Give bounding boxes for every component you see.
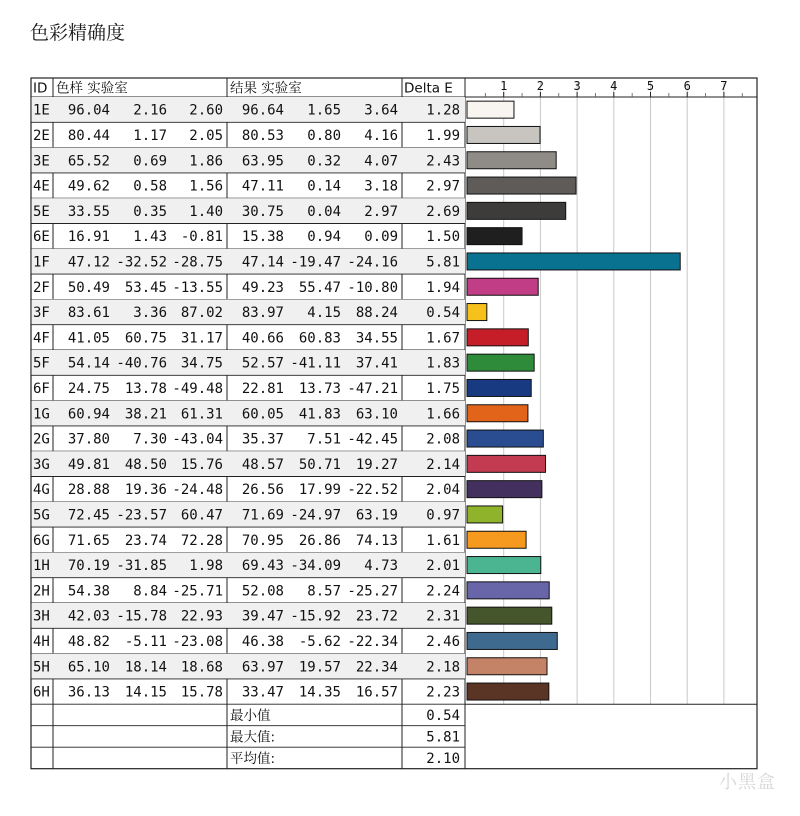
- measured-lab-value: 70.95: [241, 532, 284, 549]
- delta-e-bar: [467, 228, 522, 245]
- measured-lab-value: 74.13: [355, 532, 398, 549]
- reference-lab-value: 1.86: [189, 153, 223, 170]
- measured-lab-value: 0.80: [307, 127, 341, 144]
- row-id: 4E: [33, 178, 50, 195]
- row-id: 3F: [33, 305, 50, 322]
- delta-e-bar: [467, 582, 549, 599]
- delta-e-bar: [467, 152, 556, 169]
- row-id: 5H: [33, 659, 50, 676]
- reference-lab-value: 15.76: [180, 456, 223, 473]
- measured-lab-value: 37.41: [355, 355, 398, 372]
- delta-e-value: 2.46: [426, 633, 460, 650]
- delta-e-value: 0.54: [426, 305, 460, 322]
- summary-value: 2.10: [426, 750, 460, 767]
- measured-lab-value: -22.34: [347, 633, 398, 650]
- row-id: 5E: [33, 203, 50, 220]
- delta-e-bar: [467, 481, 542, 498]
- reference-lab-value: -49.48: [172, 380, 223, 397]
- delta-e-value: 2.97: [426, 178, 460, 195]
- reference-lab-value: 34.75: [180, 355, 223, 372]
- reference-lab-value: -5.11: [124, 633, 167, 650]
- delta-e-value: 0.97: [426, 507, 460, 524]
- row-id: 2F: [33, 279, 50, 296]
- delta-e-bar: [467, 253, 680, 270]
- reference-lab-value: -23.57: [116, 507, 167, 524]
- page-title: 色彩精确度: [30, 22, 126, 44]
- measured-lab-value: 15.38: [241, 229, 284, 246]
- reference-lab-value: 0.35: [133, 203, 167, 220]
- delta-e-value: 1.61: [426, 532, 460, 549]
- row-id: 2E: [33, 127, 50, 144]
- reference-lab-value: 60.94: [67, 406, 110, 423]
- summary-value: 5.81: [426, 729, 460, 746]
- watermark-text: 小黑盒: [719, 772, 776, 793]
- reference-lab-value: 18.14: [124, 659, 167, 676]
- reference-lab-value: 48.82: [67, 633, 110, 650]
- reference-lab-value: 28.88: [67, 482, 110, 499]
- reference-lab-value: 19.36: [124, 482, 167, 499]
- measured-lab-value: 60.83: [298, 330, 341, 347]
- delta-e-value: 5.81: [426, 254, 460, 271]
- measured-lab-value: 23.72: [355, 608, 398, 625]
- measured-lab-value: 69.43: [241, 558, 284, 575]
- delta-e-bar: [467, 126, 540, 143]
- delta-e-bar: [467, 101, 514, 118]
- delta-e-bar: [467, 531, 526, 548]
- measured-lab-value: 48.57: [241, 456, 284, 473]
- measured-lab-value: -42.45: [347, 431, 398, 448]
- reference-lab-value: 54.14: [67, 355, 110, 372]
- x-tick-label: 2: [536, 79, 545, 93]
- measured-lab-value: 3.64: [364, 102, 398, 119]
- reference-lab-value: 83.61: [67, 305, 110, 322]
- measured-lab-value: 83.97: [241, 305, 284, 322]
- row-id: 4F: [33, 330, 50, 347]
- reference-lab-value: 24.75: [67, 380, 110, 397]
- measured-lab-value: 41.83: [298, 406, 341, 423]
- measured-lab-value: 63.10: [355, 406, 398, 423]
- measured-lab-value: 0.14: [307, 178, 341, 195]
- x-tick-label: 5: [646, 79, 655, 93]
- delta-e-bar: [467, 632, 557, 649]
- delta-e-value: 2.24: [426, 583, 460, 600]
- header-delta-e: Delta E: [404, 80, 453, 97]
- measured-lab-value: 47.14: [241, 254, 284, 271]
- summary-label: 最小值: [230, 707, 271, 724]
- row-id: 2G: [33, 431, 50, 448]
- measured-lab-value: 88.24: [355, 305, 398, 322]
- measured-lab-value: -22.52: [347, 482, 398, 499]
- delta-e-value: 2.69: [426, 203, 460, 220]
- delta-e-value: 1.50: [426, 229, 460, 246]
- measured-lab-value: 8.57: [307, 583, 341, 600]
- measured-lab-value: 46.38: [241, 633, 284, 650]
- row-id: 3E: [33, 153, 50, 170]
- reference-lab-value: 15.78: [180, 684, 223, 701]
- row-id: 4H: [33, 633, 50, 650]
- measured-lab-value: 19.57: [298, 659, 341, 676]
- delta-e-bar: [467, 557, 541, 574]
- row-id: 1G: [33, 406, 50, 423]
- row-id: 1E: [33, 102, 50, 119]
- delta-e-value: 2.08: [426, 431, 460, 448]
- delta-e-bar: [467, 683, 549, 700]
- delta-e-value: 2.04: [426, 482, 460, 499]
- measured-lab-value: 0.32: [307, 153, 341, 170]
- delta-e-bar: [467, 658, 547, 675]
- reference-lab-value: 31.17: [180, 330, 223, 347]
- reference-lab-value: 38.21: [124, 406, 167, 423]
- reference-lab-value: 50.49: [67, 279, 110, 296]
- delta-e-value: 1.94: [426, 279, 460, 296]
- measured-lab-value: 14.35: [298, 684, 341, 701]
- delta-e-bar: [467, 354, 534, 371]
- delta-e-bar: [467, 607, 552, 624]
- row-id: 3H: [33, 608, 50, 625]
- reference-lab-value: 71.65: [67, 532, 110, 549]
- reference-lab-value: 80.44: [67, 127, 110, 144]
- measured-lab-value: 4.07: [364, 153, 398, 170]
- measured-lab-value: -19.47: [290, 254, 341, 271]
- measured-lab-value: 26.56: [241, 482, 284, 499]
- delta-e-bar: [467, 430, 543, 447]
- delta-e-value: 2.31: [426, 608, 460, 625]
- delta-e-bar: [467, 379, 531, 396]
- measured-lab-value: 49.23: [241, 279, 284, 296]
- reference-lab-value: 41.05: [67, 330, 110, 347]
- reference-lab-value: 70.19: [67, 558, 110, 575]
- measured-lab-value: 4.73: [364, 558, 398, 575]
- measured-lab-value: 0.09: [364, 229, 398, 246]
- reference-lab-value: 13.78: [124, 380, 167, 397]
- reference-lab-value: -25.71: [172, 583, 223, 600]
- row-id: 4G: [33, 482, 50, 499]
- reference-lab-value: 96.04: [67, 102, 110, 119]
- row-id: 5G: [33, 507, 50, 524]
- measured-lab-value: -24.16: [347, 254, 398, 271]
- delta-e-bar: [467, 506, 503, 523]
- reference-lab-value: -24.48: [172, 482, 223, 499]
- reference-lab-value: 2.60: [189, 102, 223, 119]
- delta-e-bar-chart: [467, 79, 742, 700]
- reference-lab-value: 1.43: [133, 229, 167, 246]
- reference-lab-value: -31.85: [116, 558, 167, 575]
- measured-lab-value: 0.94: [307, 229, 341, 246]
- reference-lab-value: 23.74: [124, 532, 167, 549]
- measured-lab-value: 22.81: [241, 380, 284, 397]
- measured-lab-value: 17.99: [298, 482, 341, 499]
- row-id: 6G: [33, 532, 50, 549]
- measured-lab-value: 96.64: [241, 102, 284, 119]
- reference-lab-value: 49.62: [67, 178, 110, 195]
- measured-lab-value: -47.21: [347, 380, 398, 397]
- reference-lab-value: 16.91: [67, 229, 110, 246]
- reference-lab-value: -15.78: [116, 608, 167, 625]
- delta-e-bar: [467, 304, 487, 321]
- measured-lab-value: -41.11: [290, 355, 341, 372]
- row-id: 3G: [33, 456, 50, 473]
- measured-lab-value: 26.86: [298, 532, 341, 549]
- measured-lab-value: 0.04: [307, 203, 341, 220]
- reference-lab-value: 60.47: [180, 507, 223, 524]
- reference-lab-value: -43.04: [172, 431, 223, 448]
- reference-lab-value: 0.58: [133, 178, 167, 195]
- measured-lab-value: 80.53: [241, 127, 284, 144]
- delta-e-value: 1.75: [426, 380, 460, 397]
- row-id: 6H: [33, 684, 50, 701]
- measured-lab-value: 1.65: [307, 102, 341, 119]
- row-id: 6E: [33, 229, 50, 246]
- measured-lab-value: 22.34: [355, 659, 398, 676]
- measured-lab-value: -15.92: [290, 608, 341, 625]
- measured-lab-value: 13.73: [298, 380, 341, 397]
- summary-label: 最大值:: [230, 729, 276, 746]
- reference-lab-value: -28.75: [172, 254, 223, 271]
- delta-e-bar: [467, 455, 546, 472]
- reference-lab-value: 7.30: [133, 431, 167, 448]
- summary-value: 0.54: [426, 707, 460, 724]
- measured-lab-value: 30.75: [241, 203, 284, 220]
- reference-lab-value: 48.50: [124, 456, 167, 473]
- delta-e-value: 2.14: [426, 456, 460, 473]
- header-measured-lab: 结果 实验室: [230, 80, 302, 97]
- measured-lab-value: 40.66: [241, 330, 284, 347]
- delta-e-bar: [467, 177, 576, 194]
- measured-lab-value: 52.57: [241, 355, 284, 372]
- delta-e-value: 1.28: [426, 102, 460, 119]
- measured-lab-value: 34.55: [355, 330, 398, 347]
- data-table: [31, 78, 757, 769]
- reference-lab-value: -40.76: [116, 355, 167, 372]
- delta-e-value: 1.67: [426, 330, 460, 347]
- measured-lab-value: 7.51: [307, 431, 341, 448]
- reference-lab-value: 3.36: [133, 305, 167, 322]
- reference-lab-value: 65.52: [67, 153, 110, 170]
- delta-e-value: 2.43: [426, 153, 460, 170]
- measured-lab-value: 47.11: [241, 178, 284, 195]
- reference-lab-value: 36.13: [67, 684, 110, 701]
- row-id: 6F: [33, 380, 50, 397]
- measured-lab-value: 63.97: [241, 659, 284, 676]
- delta-e-value: 2.01: [426, 558, 460, 575]
- reference-lab-value: 1.40: [189, 203, 223, 220]
- reference-lab-value: -32.52: [116, 254, 167, 271]
- measured-lab-value: 71.69: [241, 507, 284, 524]
- measured-lab-value: 4.15: [307, 305, 341, 322]
- measured-lab-value: 3.18: [364, 178, 398, 195]
- reference-lab-value: 42.03: [67, 608, 110, 625]
- measured-lab-value: -5.62: [298, 633, 341, 650]
- header-reference-lab: 色样 实验室: [56, 80, 128, 97]
- reference-lab-value: 33.55: [67, 203, 110, 220]
- reference-lab-value: 0.69: [133, 153, 167, 170]
- reference-lab-value: 54.38: [67, 583, 110, 600]
- header-id: ID: [33, 80, 48, 97]
- measured-lab-value: 50.71: [298, 456, 341, 473]
- row-id: 5F: [33, 355, 50, 372]
- reference-lab-value: 37.80: [67, 431, 110, 448]
- measured-lab-value: -25.27: [347, 583, 398, 600]
- delta-e-value: 1.83: [426, 355, 460, 372]
- measured-lab-value: 4.16: [364, 127, 398, 144]
- x-tick-label: 4: [610, 79, 618, 93]
- measured-lab-value: 63.95: [241, 153, 284, 170]
- delta-e-bar: [467, 202, 566, 219]
- reference-lab-value: 22.93: [180, 608, 223, 625]
- delta-e-value: 1.66: [426, 406, 460, 423]
- measured-lab-value: 35.37: [241, 431, 284, 448]
- x-tick-label: 1: [500, 79, 508, 93]
- delta-e-value: 2.23: [426, 684, 460, 701]
- row-id: 2H: [33, 583, 50, 600]
- reference-lab-value: 72.45: [67, 507, 110, 524]
- reference-lab-value: 1.56: [189, 178, 223, 195]
- measured-lab-value: -34.09: [290, 558, 341, 575]
- reference-lab-value: 8.84: [133, 583, 167, 600]
- delta-e-value: 1.99: [426, 127, 460, 144]
- measured-lab-value: 33.47: [241, 684, 284, 701]
- row-id: 1H: [33, 558, 50, 575]
- delta-e-value: 2.18: [426, 659, 460, 676]
- reference-lab-value: 2.16: [133, 102, 167, 119]
- x-tick-label: 3: [573, 79, 581, 93]
- reference-lab-value: 53.45: [124, 279, 167, 296]
- reference-lab-value: 72.28: [180, 532, 223, 549]
- measured-lab-value: 52.08: [241, 583, 284, 600]
- reference-lab-value: 87.02: [180, 305, 223, 322]
- x-tick-label: 7: [720, 79, 728, 93]
- reference-lab-value: -13.55: [172, 279, 223, 296]
- reference-lab-value: 14.15: [124, 684, 167, 701]
- reference-lab-value: 47.12: [67, 254, 110, 271]
- reference-lab-value: 1.98: [189, 558, 223, 575]
- row-id: 1F: [33, 254, 50, 271]
- delta-e-bar: [467, 329, 528, 346]
- reference-lab-value: 49.81: [67, 456, 110, 473]
- reference-lab-value: 1.17: [133, 127, 167, 144]
- x-tick-label: 6: [683, 79, 691, 93]
- measured-lab-value: 19.27: [355, 456, 398, 473]
- reference-lab-value: 65.10: [67, 659, 110, 676]
- reference-lab-value: -23.08: [172, 633, 223, 650]
- measured-lab-value: 2.97: [364, 203, 398, 220]
- reference-lab-value: 18.68: [180, 659, 223, 676]
- measured-lab-value: 60.05: [241, 406, 284, 423]
- reference-lab-value: 60.75: [124, 330, 167, 347]
- measured-lab-value: -10.80: [347, 279, 398, 296]
- reference-lab-value: -0.81: [180, 229, 223, 246]
- measured-lab-value: -24.97: [290, 507, 341, 524]
- summary-label: 平均值:: [230, 750, 276, 767]
- delta-e-bar: [467, 405, 528, 422]
- reference-lab-value: 61.31: [180, 406, 223, 423]
- reference-lab-value: 2.05: [189, 127, 223, 144]
- measured-lab-value: 63.19: [355, 507, 398, 524]
- measured-lab-value: 55.47: [298, 279, 341, 296]
- measured-lab-value: 39.47: [241, 608, 284, 625]
- measured-lab-value: 16.57: [355, 684, 398, 701]
- delta-e-bar: [467, 278, 538, 295]
